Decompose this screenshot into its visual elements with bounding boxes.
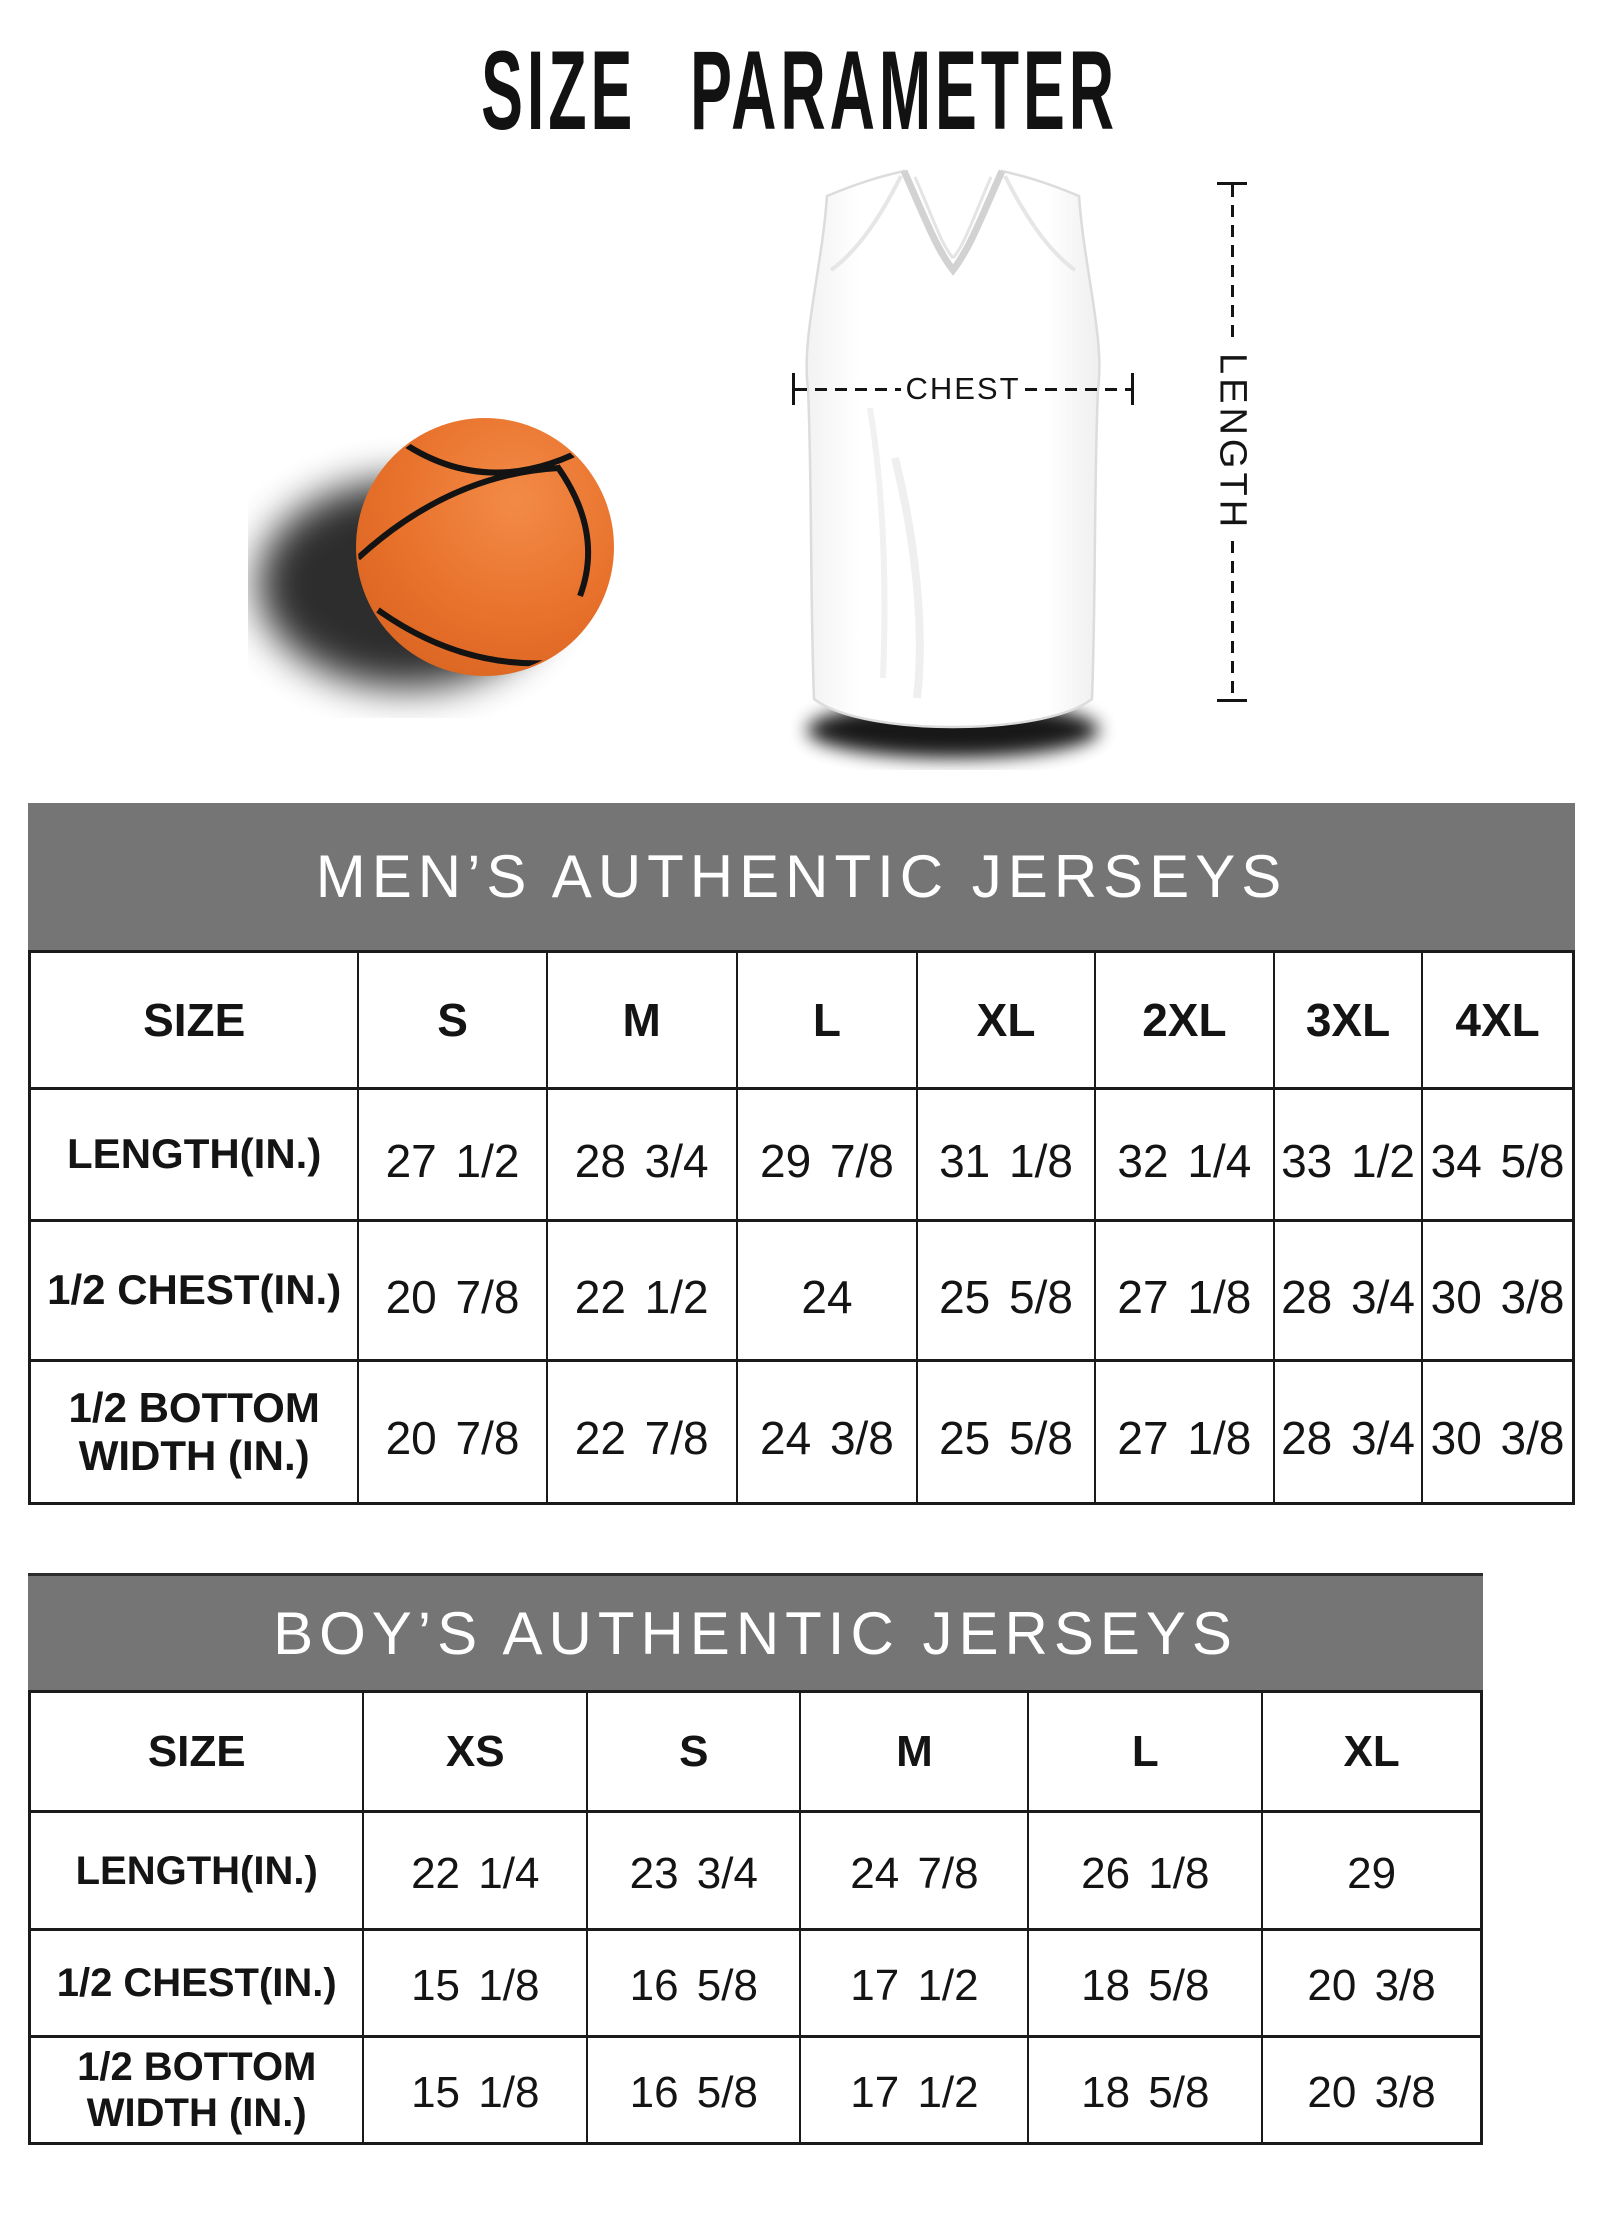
- chest-measure-line: [792, 370, 1134, 408]
- boys-chest-row: [30, 1930, 1482, 2037]
- length-label: LENGTH: [1211, 352, 1254, 532]
- value-cell: 34 5/8: [1422, 1089, 1573, 1221]
- mens-col-header: 3XL: [1274, 952, 1422, 1089]
- value-cell: 15 1/8: [363, 1930, 587, 2037]
- value-cell: 18 5/8: [1028, 1930, 1262, 2037]
- boys-header-row: [30, 1692, 1482, 1812]
- value-cell: 20 7/8: [358, 1221, 546, 1361]
- row-label: 1/2 BOTTOM WIDTH (IN.): [30, 1361, 359, 1504]
- value-cell: 32 1/4: [1095, 1089, 1274, 1221]
- chest-dash-right: [1025, 388, 1131, 391]
- row-label: 1/2 CHEST(IN.): [30, 1221, 359, 1361]
- value-cell: 17 1/2: [800, 2037, 1028, 2144]
- mens-col-header: M: [547, 952, 737, 1089]
- mens-header-row: [30, 952, 1574, 1089]
- length-dash-bottom: [1231, 541, 1234, 699]
- mens-bottom-width-row: [30, 1361, 1574, 1504]
- row-label: 1/2 BOTTOM WIDTH (IN.): [30, 2037, 364, 2144]
- page-title: [0, 26, 1600, 155]
- row-label: 1/2 CHEST(IN.): [30, 1930, 364, 2037]
- basketball-icon: [248, 370, 672, 718]
- mens-col-header: 4XL: [1422, 952, 1573, 1089]
- row-label: LENGTH(IN.): [30, 1089, 359, 1221]
- value-cell: 20 7/8: [358, 1361, 546, 1504]
- value-cell: 27 1/8: [1095, 1221, 1274, 1361]
- value-cell: 27 1/2: [358, 1089, 546, 1221]
- value-cell: 31 1/8: [917, 1089, 1095, 1221]
- mens-length-row: [30, 1089, 1574, 1221]
- basketball-image: [248, 370, 672, 718]
- boys-col-header: S: [587, 1692, 800, 1812]
- mens-size-table-section: [28, 803, 1575, 1505]
- value-cell: 25 5/8: [917, 1361, 1095, 1504]
- boys-length-row: [30, 1812, 1482, 1930]
- value-cell: 24 7/8: [800, 1812, 1028, 1930]
- value-cell: 29: [1262, 1812, 1481, 1930]
- boys-col-header: SIZE: [30, 1692, 364, 1812]
- boys-col-header: XL: [1262, 1692, 1481, 1812]
- chest-label: CHEST: [905, 371, 1021, 406]
- value-cell: 22 7/8: [547, 1361, 737, 1504]
- value-cell: 29 7/8: [737, 1089, 918, 1221]
- value-cell: 33 1/2: [1274, 1089, 1422, 1221]
- mens-col-header: XL: [917, 952, 1095, 1089]
- value-cell: 22 1/2: [547, 1221, 737, 1361]
- value-cell: 22 1/4: [363, 1812, 587, 1930]
- boys-size-table: [28, 1690, 1483, 2145]
- boys-col-header: L: [1028, 1692, 1262, 1812]
- mens-size-table: [28, 950, 1575, 1505]
- value-cell: 30 3/8: [1422, 1361, 1573, 1504]
- chest-dash-left: [795, 388, 901, 391]
- value-cell: 26 1/8: [1028, 1812, 1262, 1930]
- value-cell: 27 1/8: [1095, 1361, 1274, 1504]
- mens-col-header: 2XL: [1095, 952, 1274, 1089]
- length-measure-line: [1210, 182, 1254, 702]
- value-cell: 24: [737, 1221, 918, 1361]
- boys-col-header: M: [800, 1692, 1028, 1812]
- value-cell: 30 3/8: [1422, 1221, 1573, 1361]
- value-cell: 16 5/8: [587, 1930, 800, 2037]
- value-cell: 28 3/4: [547, 1089, 737, 1221]
- length-dash-top: [1231, 185, 1234, 343]
- value-cell: 28 3/4: [1274, 1221, 1422, 1361]
- jersey-image: [775, 158, 1131, 770]
- mens-table-title: MEN’S AUTHENTIC JERSEYS: [28, 803, 1575, 950]
- value-cell: 15 1/8: [363, 2037, 587, 2144]
- value-cell: 18 5/8: [1028, 2037, 1262, 2144]
- value-cell: 28 3/4: [1274, 1361, 1422, 1504]
- row-label: LENGTH(IN.): [30, 1812, 364, 1930]
- mens-chest-row: [30, 1221, 1574, 1361]
- length-tick-bottom: [1217, 699, 1247, 702]
- mens-col-header: SIZE: [30, 952, 359, 1089]
- boys-col-header: XS: [363, 1692, 587, 1812]
- page-title-text: SIZE PARAMETER: [481, 28, 1119, 153]
- value-cell: 16 5/8: [587, 2037, 800, 2144]
- mens-col-header: L: [737, 952, 918, 1089]
- value-cell: 20 3/8: [1262, 2037, 1481, 2144]
- boys-size-table-section: [28, 1573, 1483, 2145]
- value-cell: 20 3/8: [1262, 1930, 1481, 2037]
- value-cell: 17 1/2: [800, 1930, 1028, 2037]
- value-cell: 24 3/8: [737, 1361, 918, 1504]
- boys-table-title: BOY’S AUTHENTIC JERSEYS: [28, 1573, 1483, 1690]
- value-cell: 25 5/8: [917, 1221, 1095, 1361]
- mens-col-header: S: [358, 952, 546, 1089]
- jersey-icon: [775, 158, 1131, 770]
- value-cell: 23 3/4: [587, 1812, 800, 1930]
- boys-bottom-width-row: [30, 2037, 1482, 2144]
- chest-tick-right: [1131, 373, 1134, 405]
